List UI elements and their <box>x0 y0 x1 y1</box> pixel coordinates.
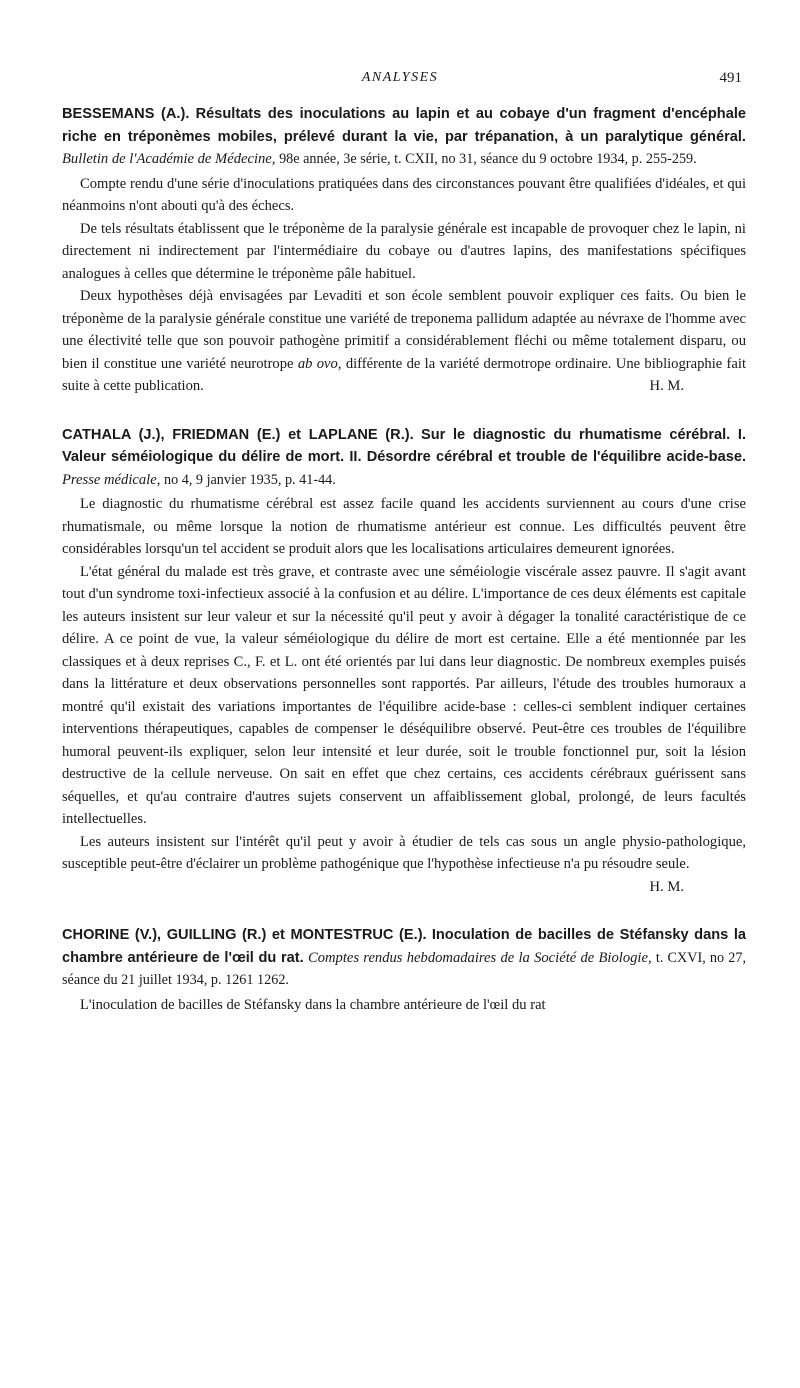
article-heading <box>62 924 746 992</box>
article-authors: BESSEMANS (A.). <box>62 106 190 122</box>
article-chorine <box>62 924 746 1016</box>
article-title: Inoculation de bacilles de Stéfansky dans la chambre antérieure de l'œil du rat. <box>62 927 746 966</box>
article-journal: Bulletin de l'Académie de Médecine, <box>62 151 276 167</box>
reviewer-signature: H. M. <box>649 878 684 895</box>
article-paragraph: L'état général du malade est très grave, et contraste avec une séméiologie viscérale assez pauvre. Il s'agit avant tout d'un syndrome toxi-infectieux associé à la confusion et au délire. L'importance de ces deux éléments est capitale les auteurs insistent sur leur valeur et sur la nécessité qu'il peut y avoir à dégager la tonalité caractéristique de ce délire. A ce point de vue, la valeur séméiologique du délire de mort est certaine. Elle a été mentionnée par les classiques et à deux reprises C., F. et L. ont été orientés par lui dans leur diagnostic. De nombreux exemples puisés dans la littérature et deux observations personnelles sont rapportés. Par ailleurs, l'étude des troubles humoraux a montré qu'il existait des variations importantes de l'équilibre acide-base : celles-ci semblent indiquer certaines interventions thérapeutiques, capables de compenser le déséquilibre observé. Peut-être ces troubles de l'équilibre humoral peuvent-ils expliquer, selon leur intensité et leur durée, soit le trouble fonctionnel pur, soit la lésion destructive de la cellule nerveuse. On sait en effet que chez certains, ces accidents cérébraux guérissent sans séquelles, et qu'au contraire d'autres sujets conservent un affaiblissement global, prolongé, de leurs facultés intellectuelles. <box>62 563 746 827</box>
article-paragraph: L'inoculation de bacilles de Stéfansky dans la chambre antérieure de l'œil du rat <box>80 996 546 1013</box>
paragraph-text: différente de la variété dermotrope ordinaire. Une bibliographie fait suite à cette publication. <box>62 355 746 394</box>
article-title: Sur le diagnostic du rhumatisme cérébral. I. Valeur séméiologique du délire de mort. II. Désordre cérébral et trouble de l'équilibre acide-base. <box>62 426 747 465</box>
paragraph-italic-text: ab ovo, <box>297 355 342 372</box>
article-journal: Presse médicale, <box>62 471 161 488</box>
paragraph-text: Les auteurs insistent sur l'intérêt qu'il peut y avoir à étudier de tels cas sous un angle physio-pathologique, susceptible peut-être d'éclairer un problème pathogénique que l'hypothèse infectieuse n'a pu résoudre seule. <box>62 833 746 872</box>
running-title: ANALYSES <box>361 70 439 85</box>
article-bessemans <box>62 103 746 398</box>
page-content <box>62 103 746 1016</box>
article-title: Résultats des inoculations au lapin et au cobaye d'un fragment d'encéphale riche en tréponèmes mobiles, prélevé durant la vie, par trépanation, à un paralytique général. <box>62 106 746 145</box>
page-number: 491 <box>719 70 742 86</box>
page-header <box>0 68 800 92</box>
article-paragraph: Compte rendu d'une série d'inoculations pratiquées dans des circonstances pouvant être qualifiées d'idéales, et qui néanmoins n'ont abouti qu'à des échecs. <box>62 175 746 214</box>
reviewer-signature: H. M. <box>649 378 684 394</box>
article-heading <box>62 103 746 171</box>
article-authors: CATHALA (J.), FRIEDMAN (E.) et LAPLANE (R.). <box>62 426 414 443</box>
paragraph-text: Deux hypothèses déjà envisagées par Levaditi et son école semblent pouvoir expliquer ces faits. Ou bien le tréponème de la paralysie générale constitue une variété de treponema pallidum adaptée au névraxe de l'homme avec une électivité telle que son pouvoir pathogène primitif a considérablement fléchi ou même totalement disparu, ou bien il constitue une variété neurotrope <box>62 288 746 372</box>
article-citation: no 4, 9 janvier 1935, p. 41-44. <box>164 471 336 488</box>
article-authors: CHORINE (V.), GUILLING (R.) et MONTESTRUC (E.). <box>62 927 427 943</box>
article-paragraph-last <box>62 831 746 899</box>
article-paragraph: De tels résultats établissent que le tréponème de la paralysie générale est incapable de provoquer chez le lapin, ni directement ni indirectement par l'intermédiaire du cobaye ou d'autres lapins, des manifestations spécifiques analogues à celles que détermine le tréponème pâle habituel. <box>62 220 746 282</box>
article-citation: 98e année, 3e série, t. CXII, no 31, séance du 9 octobre 1934, p. 255-259. <box>279 151 697 167</box>
article-cathala <box>62 424 746 899</box>
article-paragraph: Le diagnostic du rhumatisme cérébral est assez facile quand les accidents surviennent au cours d'une crise rhumatismale, ou même lorsque la notion de rhumatisme antérieur est connue. Les difficultés peuvent être considérables lorsqu'un tel accident se produit alors que les localisations articulaires demeurent ignorées. <box>62 496 746 557</box>
article-citation: t. CXVI, no 27, séance du 21 juillet 1934, p. 1261 1262. <box>62 949 746 988</box>
article-journal: Comptes rendus hebdomadaires de la Société de Biologie, <box>307 949 652 966</box>
article-heading <box>62 424 746 492</box>
article-paragraph-last <box>62 285 746 398</box>
